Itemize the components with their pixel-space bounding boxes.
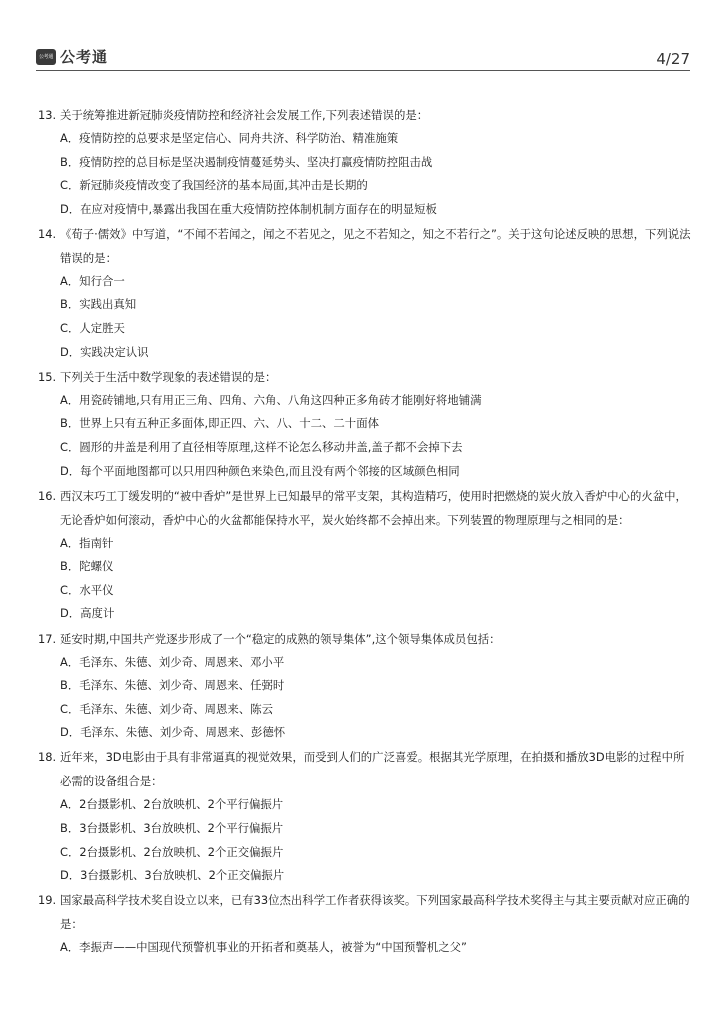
option-c: C．水平仪 [60,582,114,597]
option-a: A．疫情防控的总要求是坚定信心、同舟共济、科学防治、精准施策 [60,131,399,145]
option-a: A．用瓷砖铺地,只有用正三角、四角、六角、八角这四种正多角砖才能刚好将地铺满 [60,392,482,407]
question-list [38,103,692,960]
question-16 [38,484,692,626]
question-number: 18. [38,750,57,765]
page-header [36,44,690,71]
logo-badge: 公考通 [36,49,56,65]
question-number: 13. [38,108,57,122]
question-17 [38,627,692,745]
question-number: 17. [38,631,57,646]
question-text: 国家最高科学技术奖自设立以来，已有33位杰出科学工作者获得该奖。下列国家最高科学技术奖得主与其主要贡献对应正确的是： [60,893,690,932]
option-c: C．2台摄影机、2台放映机、2个正交偏振片 [60,844,284,859]
question-number: 14. [38,226,57,241]
option-d: D．3台摄影机、3台放映机、2个正交偏振片 [60,868,285,883]
question-stem [38,365,692,389]
question-text: 《荀子·儒效》中写道，“不闻不若闻之，闻之不若见之，见之不若知之，知之不若行之”。关于这句论述反映的思想，下列说法错误的是： [60,226,691,265]
question-stem [38,627,692,651]
option-a: A．毛泽东、朱德、刘少奇、周恩来、邓小平 [60,654,285,669]
option-b: B．疫情防控的总目标是坚决遏制疫情蔓延势头、坚决打赢疫情防控阻击战 [60,154,433,169]
question-text: 关于统筹推进新冠肺炎疫情防控和经济社会发展工作,下列表述错误的是： [60,108,429,122]
question-text: 延安时期,中国共产党逐步形成了一个“稳定的成熟的领导集体”,这个领导集体成员包括： [60,631,501,646]
option-a: A．李振声——中国现代预警机事业的开拓者和奠基人，被誉为“中国预警机之父” [60,940,467,955]
option-d: D．高度计 [60,606,115,621]
option-a: A．指南针 [60,535,114,550]
option-b: B．世界上只有五种正多面体,即正四、六、八、十二、二十面体 [60,416,379,431]
option-c: C．圆形的井盖是利用了直径相等原理,这样不论怎么移动井盖,盖子都不会掉下去 [60,439,463,454]
option-b: B．毛泽东、朱德、刘少奇、周恩来、任弼时 [60,678,285,693]
question-stem [38,484,692,532]
question-number: 16. [38,488,57,503]
option-b: B．陀螺仪 [60,559,114,574]
question-stem [38,888,692,936]
option-c: C．新冠肺炎疫情改变了我国经济的基本局面,其冲击是长期的 [60,178,368,193]
question-number: 19. [38,893,57,908]
question-15 [38,365,692,483]
question-19 [38,888,692,960]
question-stem [38,745,692,793]
question-text: 西汉末巧工丁缓发明的“被中香炉”是世界上已知最早的常平支架，其构造精巧，使用时把燃烧的炭火放入香炉中心的火盆中，无论香炉如何滚动，香炉中心的火盆都能保持水平，炭火始终都不会掉出来。下列装置的物理原理与之相同的是： [60,488,687,527]
option-a: A．知行合一 [60,273,125,288]
logo-text: 公考通 [60,48,109,66]
option-b: B．实践出真知 [60,297,137,312]
option-a: A．2台摄影机、2台放映机、2个平行偏振片 [60,797,284,812]
question-14 [38,222,692,364]
question-stem [38,103,692,127]
question-text: 近年来，3D电影由于具有非常逼真的视觉效果，而受到人们的广泛喜爱。根据其光学原理，在拍摄和播放3D电影的过程中所必需的设备组合是： [60,750,685,789]
option-d: D．毛泽东、朱德、刘少奇、周恩来、彭德怀 [60,725,286,740]
question-13 [38,103,692,221]
option-d: D．每个平面地图都可以只用四种颜色来染色,而且没有两个邻接的区域颜色相同 [60,463,460,478]
option-d: D．在应对疫情中,暴露出我国在重大疫情防控体制机制方面存在的明显短板 [60,201,437,216]
option-b: B．3台摄影机、3台放映机、2个平行偏振片 [60,820,284,835]
option-c: C．毛泽东、朱德、刘少奇、周恩来、陈云 [60,701,273,716]
question-text: 下列关于生活中数学现象的表述错误的是： [60,369,277,384]
option-d: D．实践决定认识 [60,344,149,359]
question-18 [38,745,692,887]
logo [36,46,108,67]
option-c: C．人定胜天 [60,321,125,336]
page-number: 4/27 [656,50,690,68]
question-number: 15. [38,369,57,384]
question-stem [38,222,692,270]
